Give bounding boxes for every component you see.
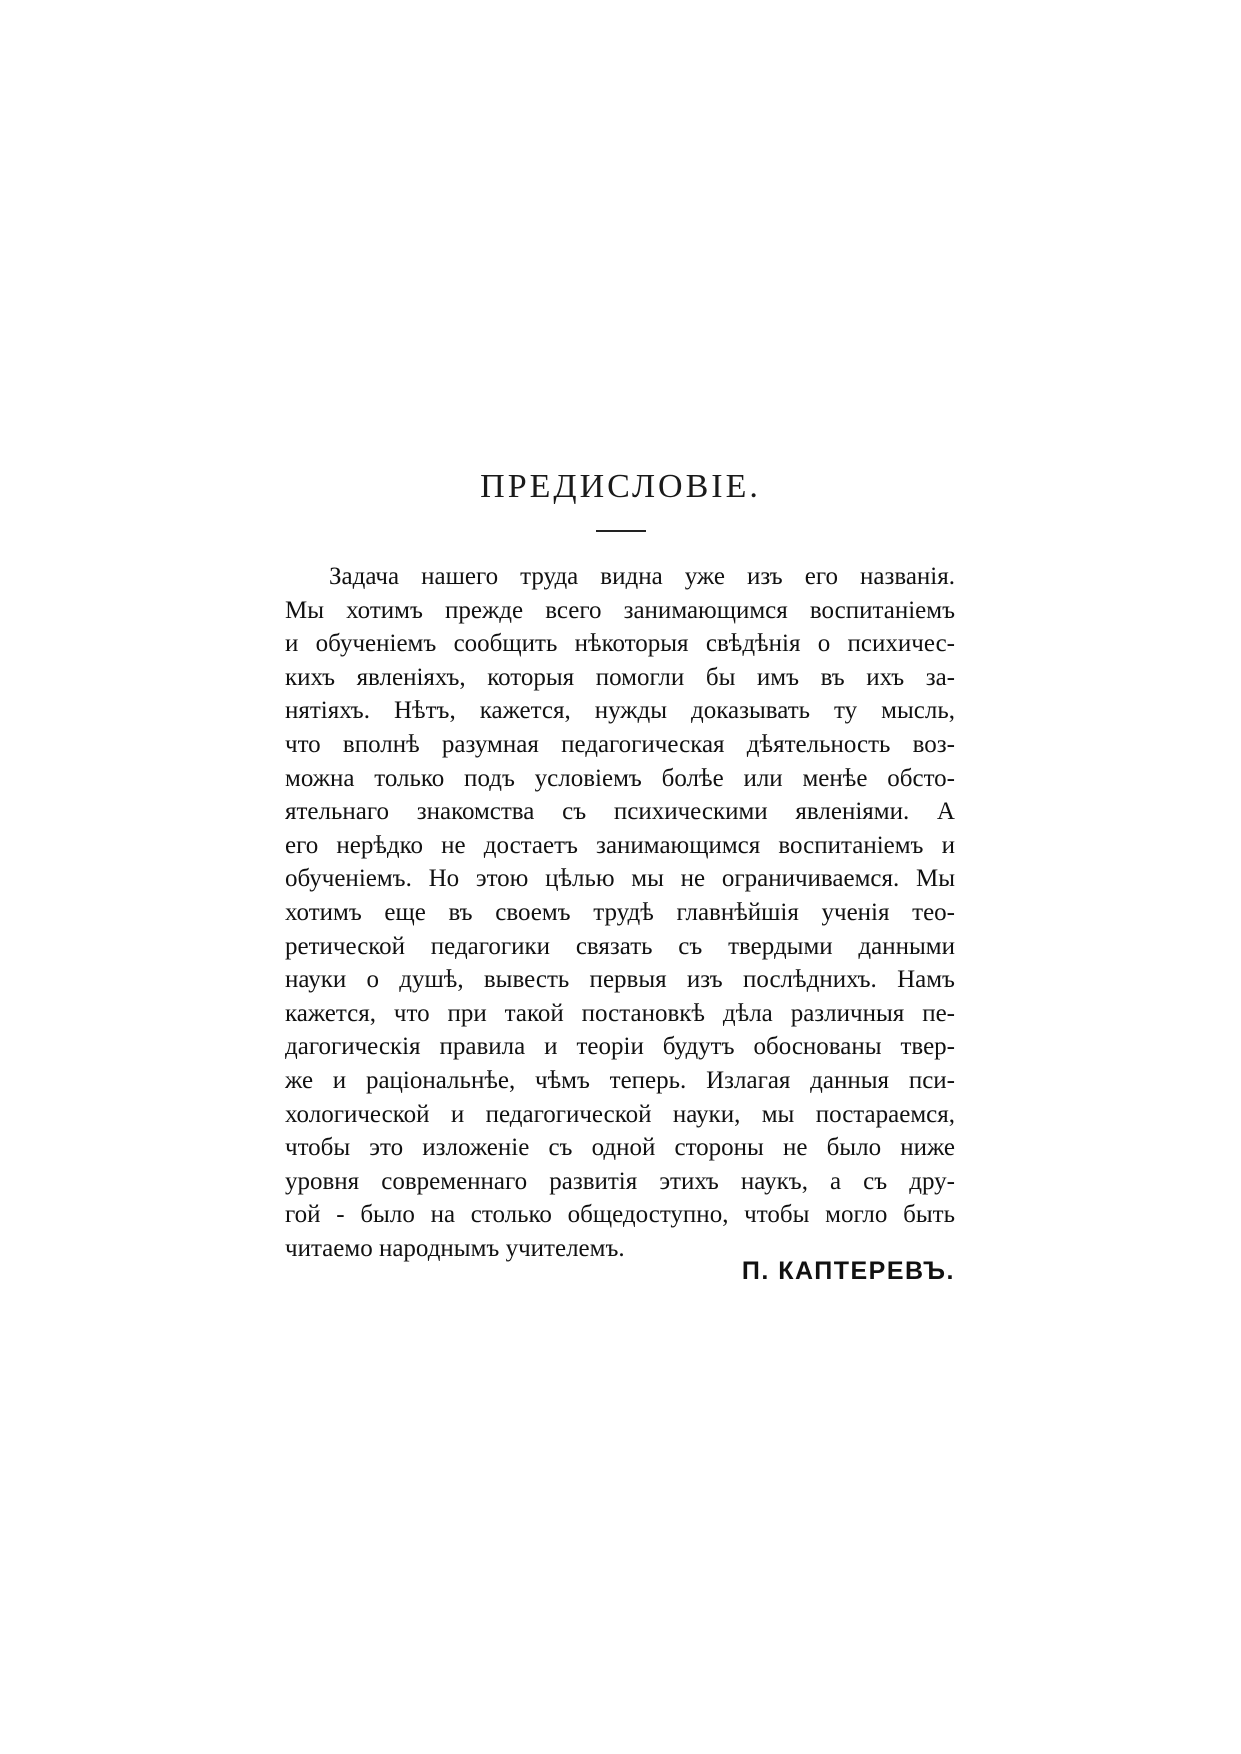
title-divider [596,530,646,532]
page-title: ПРЕДИСЛОВІЕ. [480,468,761,505]
text-line: кихъ явленіяхъ, которыя помогли бы имъ въ ихъ за- [285,663,955,691]
text-line: хологической и педагогической науки, мы постараемся, [285,1100,955,1128]
text-line: гой - было на столько общедоступно, чтобы могло быть [285,1201,955,1229]
author-signature: П. КАПТЕРЕВЪ. [741,1257,955,1285]
text-line: читаемо народнымъ учителемъ. [285,1234,625,1262]
text-line: дагогическія правила и теоріи будутъ обоснованы твер- [285,1033,955,1061]
text-line: его нерѣдко не достаетъ занимающимся воспитаніемъ и [285,831,955,859]
preface-body [285,560,955,1265]
text-line: науки о душѣ, вывесть первыя изъ послѣднихъ. Намъ [285,966,955,994]
text-line: можна только подъ условіемъ болѣе или менѣе обсто- [285,764,955,792]
text-line: же и раціональнѣе, чѣмъ теперь. Излагая данныя пси- [285,1066,955,1094]
text-line: чтобы это изложеніе съ одной стороны не было ниже [285,1134,955,1162]
text-line: Задача нашего труда видна уже изъ его названія. [329,563,955,590]
text-line: кажется, что при такой постановкѣ дѣла различныя пе- [285,999,955,1027]
text-line: Мы хотимъ прежде всего занимающимся воспитаніемъ [285,596,955,624]
text-line: ятельнаго знакомства съ психическими явленіями. А [285,798,955,826]
text-line: ретической педагогики связать съ твердыми данными [285,932,955,960]
text-line: что вполнѣ разумная педагогическая дѣятельность воз- [285,730,955,758]
text-line: нятіяхъ. Нѣтъ, кажется, нужды доказывать ту мысль, [285,697,955,725]
text-line: обученіемъ. Но этою цѣлью мы не ограничиваемся. Мы [285,865,955,893]
text-line: и обученіемъ сообщить нѣкоторыя свѣдѣнія о психичес- [285,630,955,658]
text-line: уровня современнаго развитія этихъ наукъ, а съ дру- [285,1167,955,1195]
text-line: хотимъ еще въ своемъ трудѣ главнѣйшія ученія тео- [285,898,955,926]
